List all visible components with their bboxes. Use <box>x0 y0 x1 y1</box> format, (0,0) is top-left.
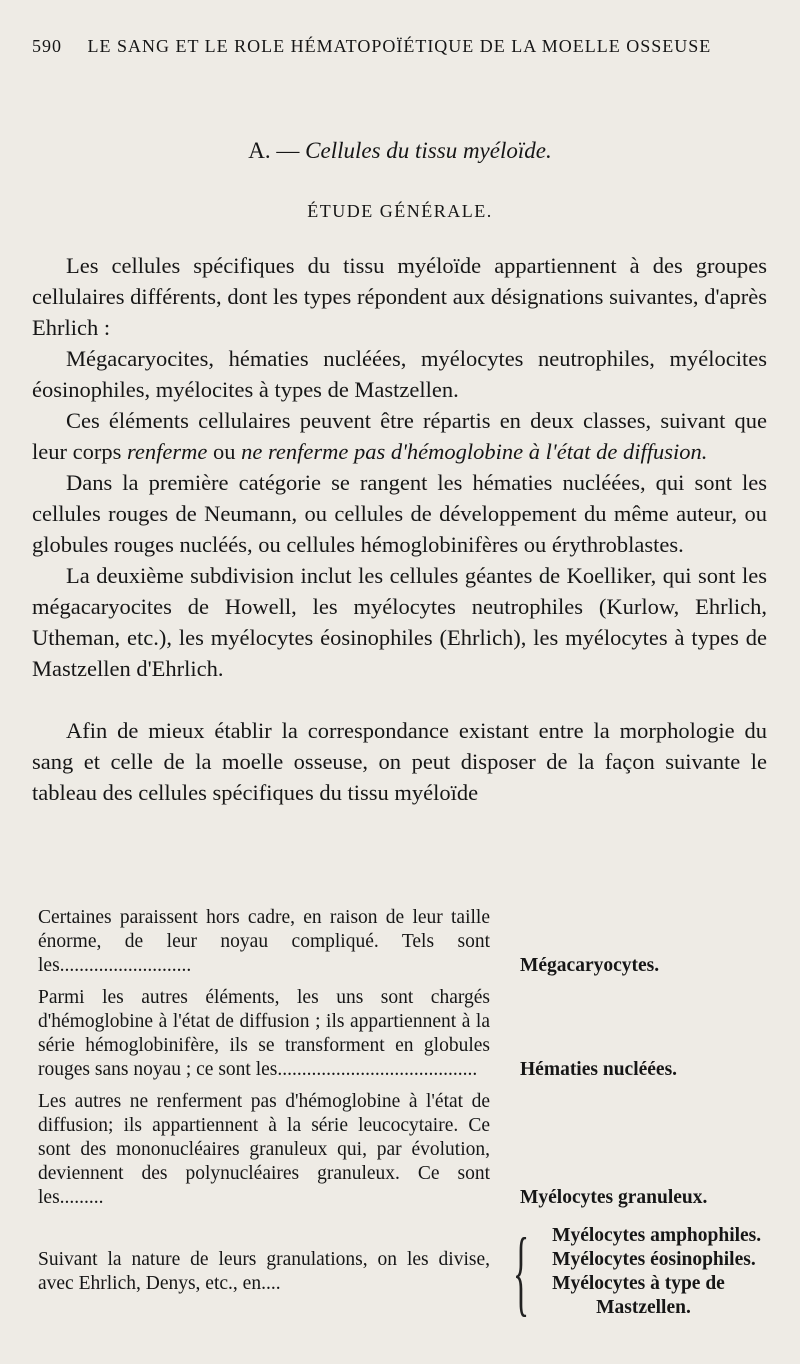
paragraph: Afin de mieux établir la correspondance existant entre la morphologie du sang et celle de la moelle osseuse, on peut disposer de la façon suivante le tableau des cellules spécifiques du tissu myéloïde <box>32 718 767 805</box>
brace-icon: { <box>512 1218 530 1325</box>
table-row <box>38 1218 778 1325</box>
row-description: Parmi les autres éléments, les uns sont chargés d'hémoglobine à l'état de diffusion ; ils appartiennent à la série hémoglobinifère, ils se transforment en globules rouges sans noyau ; ce sont les......................................... <box>38 987 490 1080</box>
table-row <box>38 906 778 978</box>
myelocyte-types-list <box>552 1224 761 1320</box>
list-item: Myélocytes à type de <box>552 1273 725 1294</box>
paragraph: La deuxième subdivision inclut les cellules géantes de Koelliker, qui sont les mégacaryocites de Howell, les myélocytes neutrophiles (Kurlow, Ehrlich, Utheman, etc.), les myélocytes éosinophiles (Ehrlich), les myélocytes à types de Mastzellen d'Ehrlich. <box>32 563 767 681</box>
row-description: Certaines paraissent hors cadre, en raison de leur taille énorme, de leur noyau compliqué. Tels sont les........................... <box>38 907 490 976</box>
row-description: Les autres ne renferment pas d'hémoglobine à l'état de diffusion; ils appartiennent à la série leucocytaire. Ce sont des mononucléaires granuleux qui, par évolution, deviennent des polynucléaires granuleux. Ce sont les......... <box>38 1091 490 1208</box>
list-item: Myélocytes éosinophiles. <box>552 1249 756 1270</box>
list-item: Myélocytes amphophiles. <box>552 1225 762 1246</box>
running-header <box>32 36 732 57</box>
page-number: 590 <box>32 36 62 56</box>
table-row <box>38 1090 778 1210</box>
row-description: Suivant la nature de leurs granulations, on les divise, avec Ehrlich, Denys, etc., en.... <box>38 1249 490 1294</box>
running-title: LE SANG ET LE ROLE HÉMATOPOÏÉTIQUE DE LA MOELLE OSSEUSE <box>87 36 712 56</box>
paragraph: Les cellules spécifiques du tissu myéloïde appartiennent à des groupes cellulaires différents, dont les types répondent aux désignations suivantes, d'après Ehrlich : <box>32 253 767 340</box>
paragraph: Mégacaryocites, hématies nucléées, myélocytes neutrophiles, myélocites éosinophiles, myélocites à types de Mastzellen. <box>32 346 767 402</box>
cell-classification-table <box>38 906 778 1325</box>
body-text <box>32 250 767 808</box>
paragraph: Dans la première catégorie se rangent les hématies nucléées, qui sont les cellules rouges de Neumann, ou cellules de développement du même auteur, ou globules rouges nucléés, ou cellules hémoglobinifères ou érythroblastes. <box>32 470 767 557</box>
subsection-title: ÉTUDE GÉNÉRALE. <box>307 201 493 221</box>
paragraph-text: ou <box>212 439 236 464</box>
table-row <box>38 986 778 1082</box>
row-term: Myélocytes granuleux. <box>520 1187 708 1208</box>
italic-text: ne renferme pas d'hémoglobine à l'état de diffusion. <box>241 439 708 464</box>
row-term: Hématies nucléées. <box>520 1059 678 1080</box>
section-title: Cellules du tissu myéloïde. <box>305 138 552 163</box>
section-heading <box>0 138 800 164</box>
row-term: Mégacaryocytes. <box>520 955 660 976</box>
paragraph-text: Ces éléments cellulaires peuvent être répartis en deux classes, suivant que leur corps <box>32 408 767 464</box>
italic-text: renferme <box>126 439 208 464</box>
list-item: Mastzellen. <box>596 1297 691 1318</box>
paragraph <box>32 405 767 467</box>
section-label: A. — <box>248 138 300 163</box>
